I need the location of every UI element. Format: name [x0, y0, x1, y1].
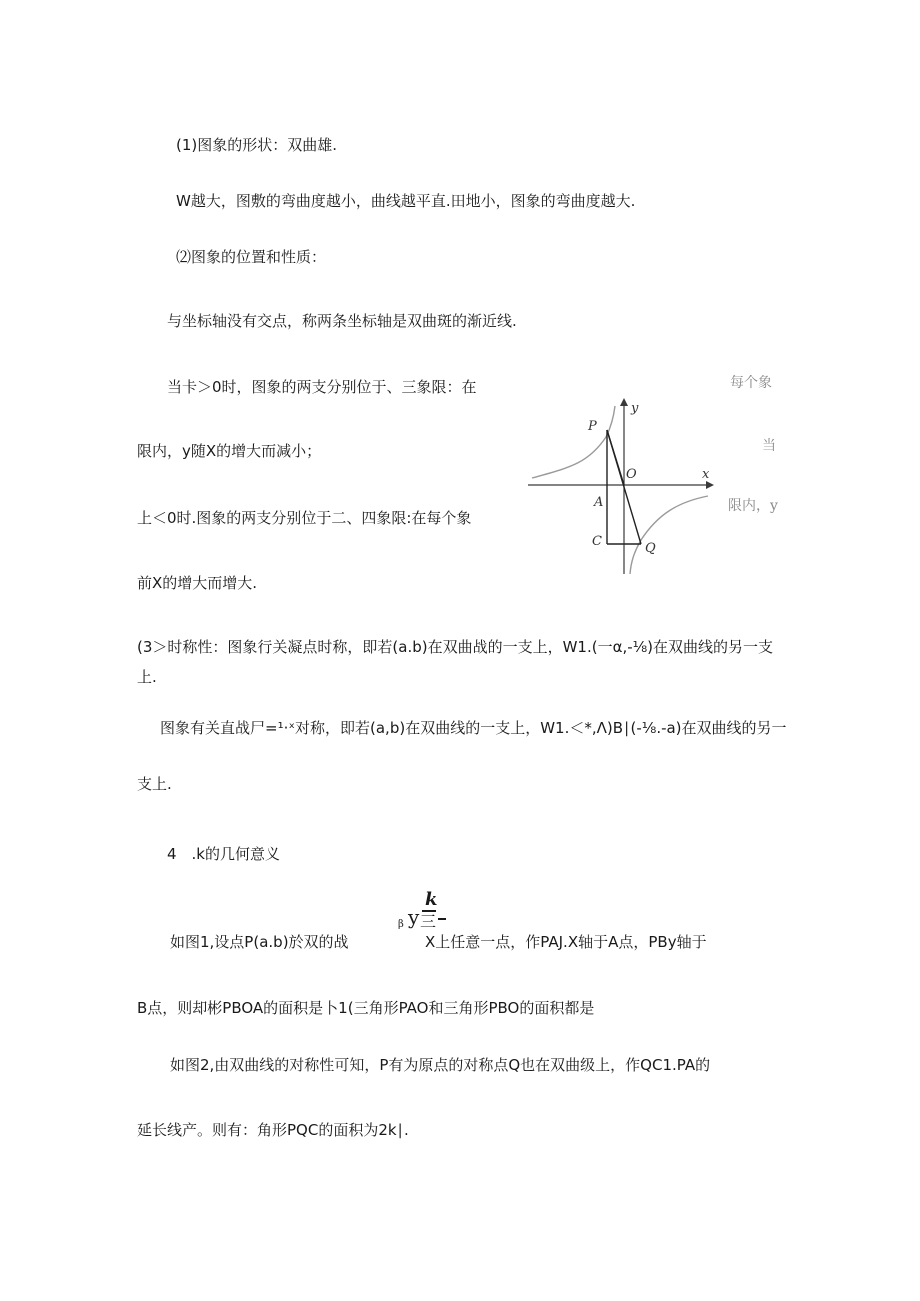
formula-k: k: [425, 889, 438, 910]
segment-po: [607, 430, 624, 485]
text-line-13: 4 .k的几何意义: [167, 845, 280, 863]
hyperbola-branch-right: [630, 496, 708, 574]
x-axis-label: x: [702, 467, 710, 482]
side-text-1: 每个象: [730, 375, 772, 391]
formula-y-equals-k-over-x: [398, 889, 458, 931]
point-o-label: O: [626, 467, 637, 482]
text-line-10: 上.: [137, 668, 157, 686]
text-line-4: 与坐标轴没有交点，称两条坐标轴是双曲斑的渐近线.: [167, 312, 517, 330]
text-line-17: 延长线产。则有：角形PQC的面积为2k∣.: [137, 1121, 409, 1139]
x-axis-arrow: [706, 481, 714, 489]
text-line-11: 图象有关直战尸=¹·ˣ对称，即若(a,b)在双曲线的一支上，W1.＜*,Λ)B∣(-⅛.-a)在双曲线的另一: [160, 719, 787, 737]
point-c-label: C: [592, 534, 602, 549]
point-q-label: Q: [645, 541, 656, 556]
side-text-3: 限内，y: [728, 498, 778, 514]
text-line-3: ⑵图象的位置和性质：: [176, 248, 327, 266]
text-line-9: (3＞时称性：图象行关凝点时称，即若(a.b)在双曲战的一支上，W1.(一α,-⅛)在双曲线的另一支: [137, 638, 774, 656]
formula-prefix: β: [398, 919, 404, 930]
formula-eq: 三: [420, 912, 437, 931]
text-line-5: 当卡＞0时，图象的两支分别位于、三象限：在: [167, 378, 477, 396]
hyperbola-branch-left: [532, 406, 615, 478]
formula-dash: [438, 918, 446, 920]
hyperbola-figure: [528, 392, 718, 577]
text-line-16: 如图2,由双曲线的对称性可知，P有为原点的对称点Q也在双曲级上，作QC1.PA的: [170, 1056, 711, 1074]
text-line-15: B点，则却彬PBOA的面积是卜1(三角形PAO和三角形PBO的面积都是: [137, 999, 595, 1017]
text-line-7: 上＜0时.图象的两支分别位于二、四象限:在每个象: [137, 509, 472, 527]
text-line-14-start: 如图1,设点P(a.b)於双的战: [170, 933, 349, 951]
point-p-label: P: [588, 419, 597, 434]
text-line-1: (1)图象的形状：双曲雄.: [176, 136, 338, 154]
point-a-label: A: [594, 495, 604, 510]
text-line-14-end: X上任意一点，作PAJ.X轴于A点，PBy轴于: [425, 933, 707, 951]
y-axis-label: y: [631, 401, 639, 416]
text-line-2: W越大，图敷的弯曲度越小，曲线越平直.田地小，图象的弯曲度越大.: [176, 192, 636, 210]
text-line-6: 限内，y随X的增大而减小；: [137, 442, 322, 460]
text-line-12: 支上.: [137, 775, 172, 793]
y-axis-arrow: [620, 398, 628, 406]
formula-fraction-bar: [422, 910, 436, 912]
formula-y: y: [408, 905, 420, 929]
side-text-2: 当: [762, 438, 776, 454]
text-line-8: 前X的增大而增大.: [137, 574, 258, 592]
